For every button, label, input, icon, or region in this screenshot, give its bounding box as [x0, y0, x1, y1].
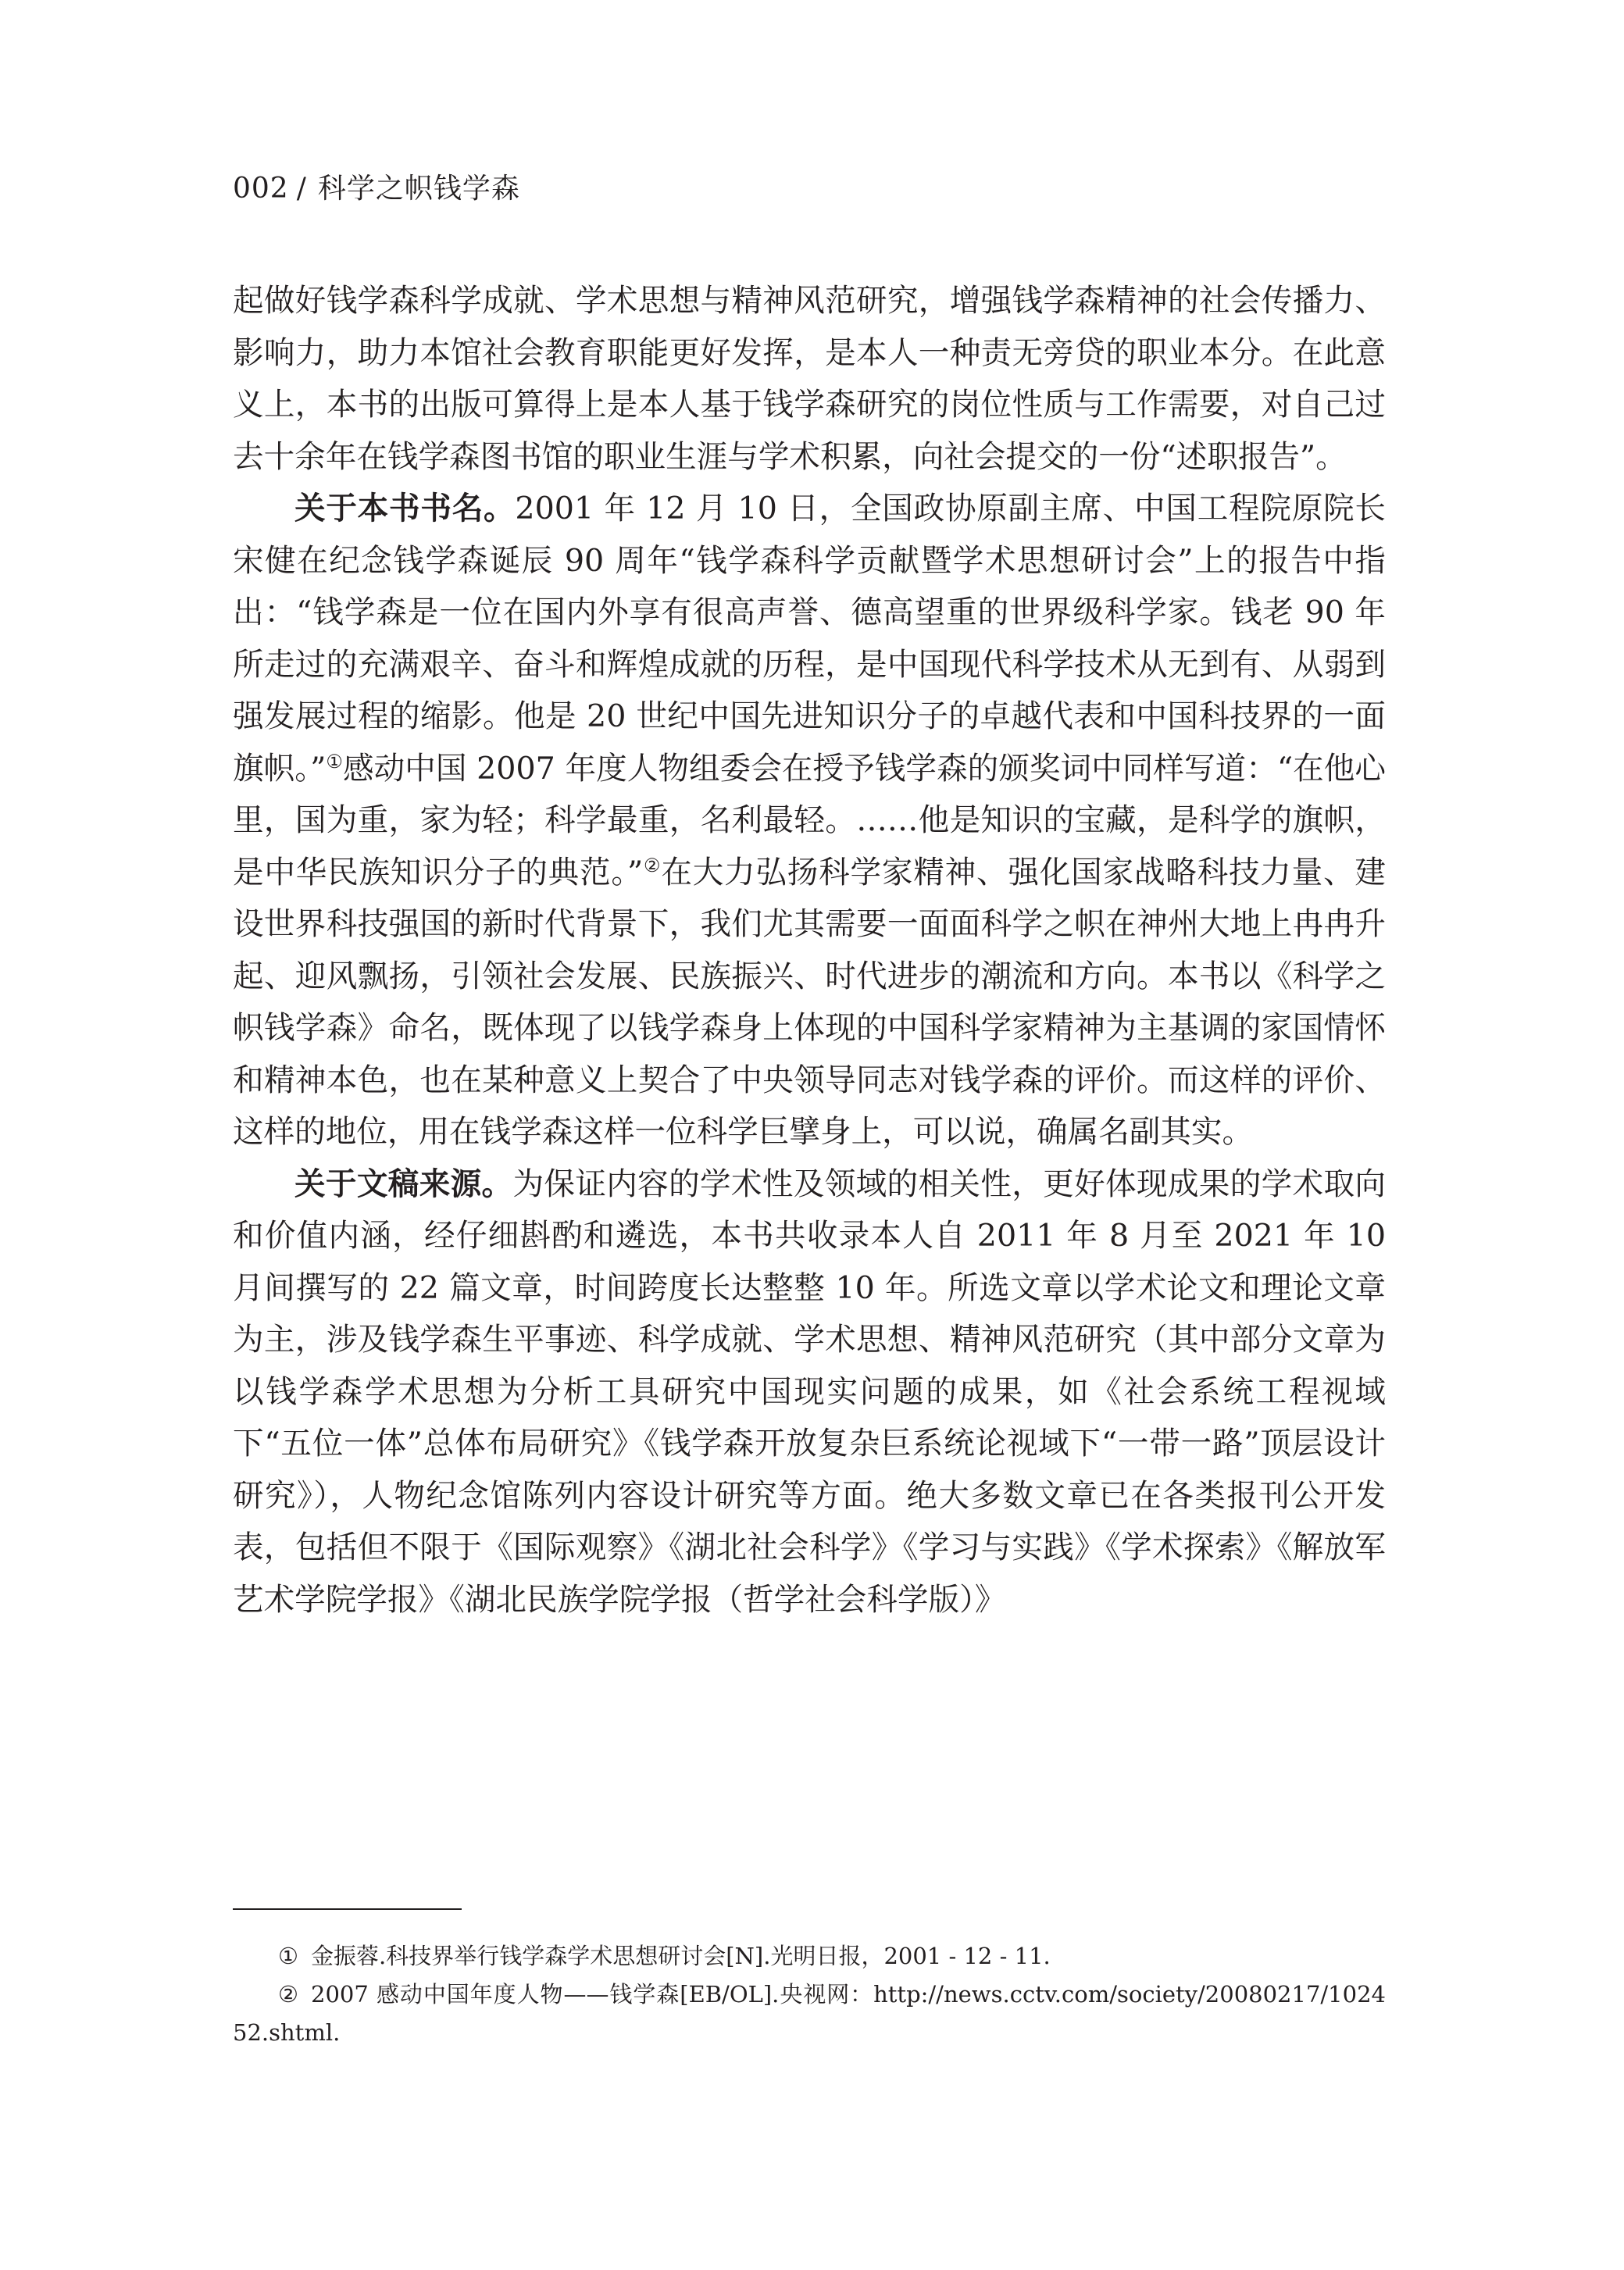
footnote-mark: ②: [278, 1981, 298, 2008]
footnote-text: 2007 感动中国年度人物——钱学森[EB/OL].央视网：http://news.cctv.com/society/20080217/102452.shtml.: [233, 1981, 1386, 2046]
paragraph-text: 为保证内容的学术性及领域的相关性，更好体现成果的学术取向和价值内涵，经仔细斟酌和遴选，本书共收录本人自 2011 年 8 月至 2021 年 10 月间撰写的 22 篇文章，时间跨度长达整整 10 年。所选文章以学术论文和理论文章为主，涉及钱学森生平事迹、科学成就、学术思想、精神风范研究（其中部分文章为以钱学森学术思想为分析工具研究中国现实问题的成果，如《社会系统工程视域下“五位一体”总体布局研究》《钱学森开放复杂巨系统论视域下“一带一路”顶层设计研究》），人物纪念馆陈列内容设计研究等方面。绝大多数文章已在各类报刊公开发表，包括但不限于《国际观察》《湖北社会科学》《学习与实践》《学术探索》《解放军艺术学院学报》《湖北民族学院学报（哲学社会科学版）》: [233, 1165, 1386, 1618]
paragraph-text: 感动中国 2007 年度人物组委会在授予钱学森的颁奖词中同样写道：“在他心里，国为重，家为轻；科学最重，名利最轻。……他是知识的宝藏，是科学的旗帜，是中华民族知识分子的典范。”: [233, 750, 1386, 891]
running-header: [233, 170, 520, 208]
header-separator: /: [296, 173, 307, 205]
footnote-ref-2[interactable]: ②: [643, 854, 662, 876]
footnote-divider: [233, 1908, 462, 1910]
footnotes: [233, 1937, 1386, 2052]
footnote-item: [233, 1976, 1386, 2052]
section-lead-heading: 关于文稿来源。: [294, 1165, 513, 1202]
main-text: [233, 275, 1386, 1626]
footnote-ref-1[interactable]: ①: [326, 750, 343, 773]
book-title: 科学之帜钱学森: [317, 173, 520, 205]
paragraph-text: 2001 年 12 月 10 日，全国政协原副主席、中国工程院原院长宋健在纪念钱学森诞辰 90 周年“钱学森科学贡献暨学术思想研讨会”上的报告中指出：“钱学森是一位在国内外享有很高声誉、德高望重的世界级科学家。钱老 90 年所走过的充满艰辛、奋斗和辉煌成就的历程，是中国现代科学技术从无到有、从弱到强发展过程的缩影。他是 20 世纪中国先进知识分子的卓越代表和中国科技界的一面旗帜。”: [233, 491, 1386, 787]
paragraph-book-title: [233, 483, 1386, 1158]
paragraph-continuation: [233, 275, 1386, 483]
section-lead-heading: 关于本书书名。: [294, 491, 516, 526]
page-number: 002: [233, 173, 289, 205]
paragraph-text: 在大力弘扬科学家精神、强化国家战略科技力量、建设世界科技强国的新时代背景下，我们尤其需要一面面科学之帜在神州大地上冉冉升起、迎风飘扬，引领社会发展、民族振兴、时代进步的潮流和方向。本书以《科学之帜钱学森》命名，既体现了以钱学森身上体现的中国科学家精神为主基调的家国情怀和精神本色，也在某种意义上契合了中央领导同志对钱学森的评价。而这样的评价、这样的地位，用在钱学森这样一位科学巨擘身上，可以说，确属名副其实。: [233, 854, 1386, 1150]
footnote-text: 金振蓉.科技界举行钱学森学术思想研讨会[N].光明日报，2001 - 12 - 11.: [311, 1943, 1051, 1969]
paragraph-text: 起做好钱学森科学成就、学术思想与精神风范研究，增强钱学森精神的社会传播力、影响力，助力本馆社会教育职能更好发挥，是本人一种责无旁贷的职业本分。在此意义上，本书的出版可算得上是本人基于钱学森研究的岗位性质与工作需要，对自己过去十余年在钱学森图书馆的职业生涯与学术积累，向社会提交的一份“述职报告”。: [233, 283, 1386, 475]
footnote-item: [233, 1937, 1386, 1976]
footnote-mark: ①: [278, 1943, 298, 1969]
paragraph-manuscript-source: [233, 1158, 1386, 1626]
